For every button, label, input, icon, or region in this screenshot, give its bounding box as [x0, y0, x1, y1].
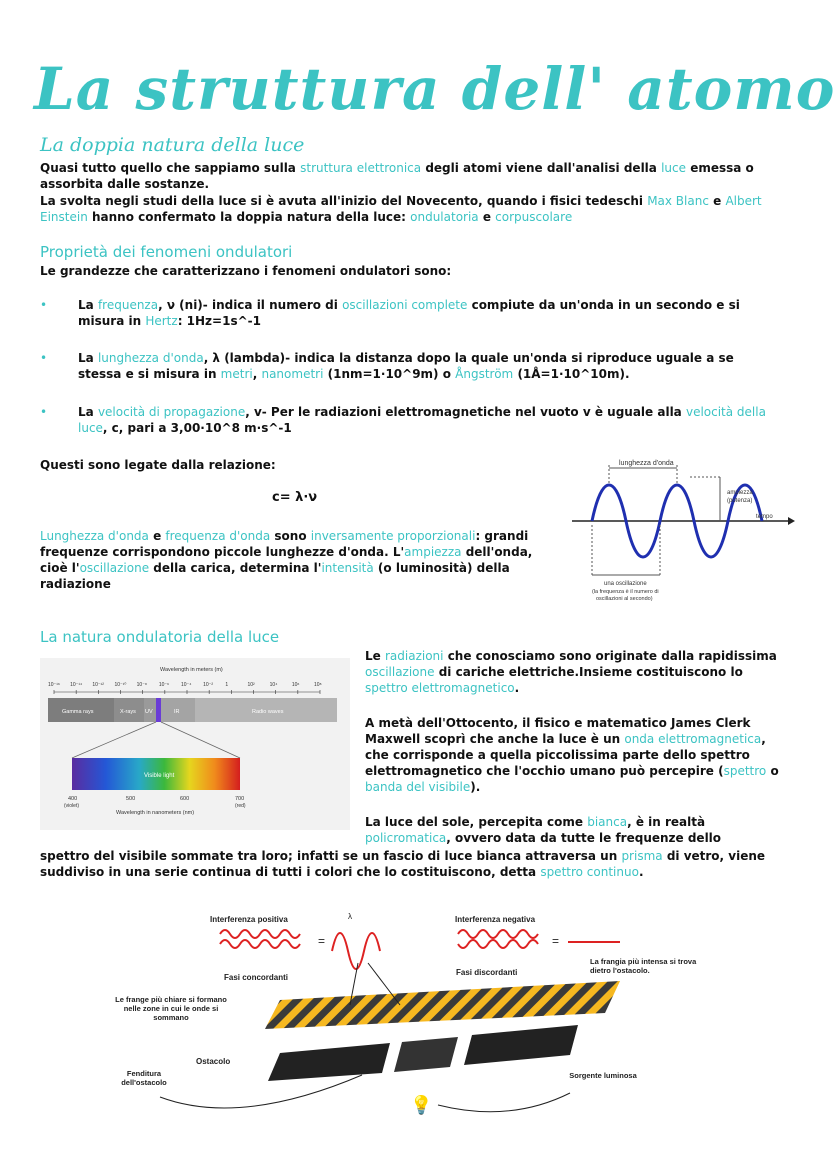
intro-paragraph-2: La svolta negli studi della luce si è avuta all'inizio del Novecento, quando i fisici tedeschi Max Blanc e Albert Einstein hanno confermato la doppia natura della luce: ondulatoria e corpuscolare: [40, 194, 762, 224]
inverse-paragraph: Lunghezza d'onda e frequenza d'onda sono inversamente proporzionali: grandi frequenze corrispondono piccole lunghezze d'onda. L'ampiezza dell'onda, cioè l'oscillazione della carica, determina l'intensità (o luminosità) della radiazione: [40, 529, 533, 591]
oscillation-label: una oscillazione: [604, 581, 647, 587]
sunlight-paragraph: La luce del sole, percepita come bianca, è in realtà policromatica, ovvero data da tutte le frequenze dello: [365, 815, 722, 845]
band-visible: [156, 698, 161, 722]
intro-paragraph-1: Quasi tutto quello che sappiamo sulla struttura elettronica degli atomi viene dall'analisi della luce emessa o assorbita dalle sostanze.: [40, 161, 754, 191]
bullet-wavelength: La lunghezza d'onda, λ (lambda)- indica la distanza dopo la quale un'onda si riproduce uguale a se stessa e si misura in metri, nanometri (1nm=1·10^9m) o Ångström (1Å=1·10^10m).: [78, 351, 734, 381]
bullet-velocity: La velocità di propagazione, v- Per le radiazioni elettromagnetiche nel vuoto v è uguale alla velocità della luce, c, pari a 3,00·10^8 m·s^-1: [78, 405, 766, 435]
spectrum-tick-label: 10⁻¹⁰: [114, 682, 127, 688]
interference-diagram: [100, 905, 697, 1127]
red-label: (red): [235, 803, 246, 809]
light-bulb-icon: 💡: [410, 1095, 433, 1116]
obstacle-left: [268, 1043, 390, 1081]
spectrum-tick-label: 10⁻⁸: [136, 682, 147, 688]
formula: c= λ·ν: [272, 490, 318, 505]
band-label: X-rays: [120, 709, 136, 715]
intense-label: La frangia più intensa si trova dietro l'ostacolo.: [590, 957, 697, 975]
bright-label-box: [106, 995, 236, 1035]
bullet-frequency: La frequenza, ν (ni)- indica il numero di oscillazioni complete compiute da un'onda in un secondo e si misura in Hertz: 1Hz=1s^-1: [78, 298, 740, 328]
maxwell-paragraph: A metà dell'Ottocento, il fisico e matematico James Clerk Maxwell scoprì che anche la luce è un onda elettromagnetica, che corrisponde a quella piccolissima parte dello spettro elettromagnetico che l'occhio umano può percepire (spettro o banda del visibile).: [365, 716, 779, 794]
spectrum-tick-label: 10⁶: [291, 682, 300, 688]
bullet-dot: •: [40, 351, 48, 365]
band-label: IR: [174, 709, 180, 715]
spectrum-tick-label: 10⁻¹²: [92, 682, 104, 688]
equals-sign: =: [318, 934, 326, 948]
positive-interference-label: Interferenza positiva: [210, 915, 288, 924]
slit-label-box: [104, 1069, 184, 1099]
properties-lead: Le grandezze che caratterizzano i fenomeni ondulatori sono:: [40, 264, 452, 278]
spectrum-tick-label: 10⁻⁶: [158, 682, 170, 688]
vis-tick: 500: [126, 796, 136, 802]
wave-red: [220, 930, 300, 938]
section-heading-wave-nature: La natura ondulatoria della luce: [40, 628, 280, 646]
lambda-label: λ: [348, 912, 352, 921]
spectrum-tick-label: 10⁻⁴: [181, 682, 192, 688]
obstacle-right: [464, 1025, 578, 1065]
spectrum-tick-label: 10⁻²: [203, 682, 214, 688]
band-label: UV: [145, 709, 153, 715]
spectrum-tick-label: 10⁸: [314, 682, 322, 688]
axis-arrow: [788, 517, 795, 525]
vis-tick: 600: [180, 796, 190, 802]
source-label: Sorgente luminosa: [569, 1071, 637, 1080]
discordant-label: Fasi discordanti: [456, 968, 518, 977]
obstacle-label: Ostacolo: [196, 1057, 231, 1066]
wave-red: [458, 930, 538, 938]
obstacle-center: [394, 1037, 458, 1072]
section-subtitle: La doppia natura della luce: [40, 134, 305, 156]
concordant-label: Fasi concordanti: [224, 973, 289, 982]
source-label-box: [568, 1071, 638, 1101]
amplitude-label: ampiezza: [727, 490, 753, 496]
violet-label: (violet): [64, 803, 80, 809]
wavelength-label: lunghezza d'onda: [619, 460, 674, 467]
oscillation-sub: oscillazioni al secondo): [596, 596, 653, 602]
electromagnetic-spectrum-figure: [40, 658, 350, 830]
page-title: La struttura dell' atomo: [34, 55, 835, 123]
spectrum-tick-label: 10⁻¹⁶: [48, 682, 60, 688]
relation-text: Questi sono legate dalla relazione:: [40, 458, 276, 472]
visible-light-label: Visible light: [144, 773, 175, 779]
wave-diagram: [570, 455, 795, 615]
wave-red: [220, 940, 300, 948]
equals-sign: =: [552, 934, 560, 948]
arrow-curve: [438, 1093, 570, 1112]
spectrum-tick-label: 10⁴: [269, 682, 278, 688]
vis-tick: 700: [235, 796, 245, 802]
amplitude-sub: (potenza): [727, 498, 753, 504]
band-label: Radio waves: [252, 709, 284, 715]
spectrum-tick-label: 10²: [247, 682, 255, 688]
wave-sum: [332, 933, 380, 969]
slit-label: Fenditura dell'ostacolo: [121, 1069, 167, 1087]
arrow-curve: [160, 1075, 362, 1108]
spectrum-tick-label: 1: [225, 682, 229, 688]
vis-tick: 400: [68, 796, 78, 802]
spectrum-top-label: Wavelength in meters (m): [160, 667, 223, 673]
wave-red: [458, 940, 538, 948]
negative-interference-label: Interferenza negativa: [455, 915, 536, 924]
oscillation-sub: (la frequenza è il numero di: [592, 589, 659, 595]
radiation-paragraph: Le radiazioni che conosciamo sono originate dalla rapidissima oscillazione di cariche elettriche.Insieme costituiscono lo spettro elettromagnetico.: [365, 649, 777, 695]
spectrum-bottom-label: Wavelength in nanometers (nm): [116, 810, 195, 816]
bright-label: Le frange più chiare si formano nelle zone in cui le onde si sommano: [115, 995, 227, 1022]
figure-background: [40, 658, 350, 830]
band-label: Gamma rays: [62, 709, 94, 715]
time-label: tempo: [756, 514, 773, 520]
bullet-dot: •: [40, 405, 48, 419]
fringe-screen: [265, 981, 620, 1029]
section-heading-properties: Proprietà dei fenomeni ondulatori: [40, 243, 293, 261]
prism-paragraph: spettro del visibile sommate tra loro; infatti se un fascio di luce bianca attraversa un prisma di vetro, viene suddiviso in una serie continua di tutti i colori che lo costituiscono, detta spettro continuo.: [40, 849, 766, 879]
bullet-dot: •: [40, 298, 48, 312]
spectrum-tick-label: 10⁻¹⁴: [70, 682, 83, 688]
